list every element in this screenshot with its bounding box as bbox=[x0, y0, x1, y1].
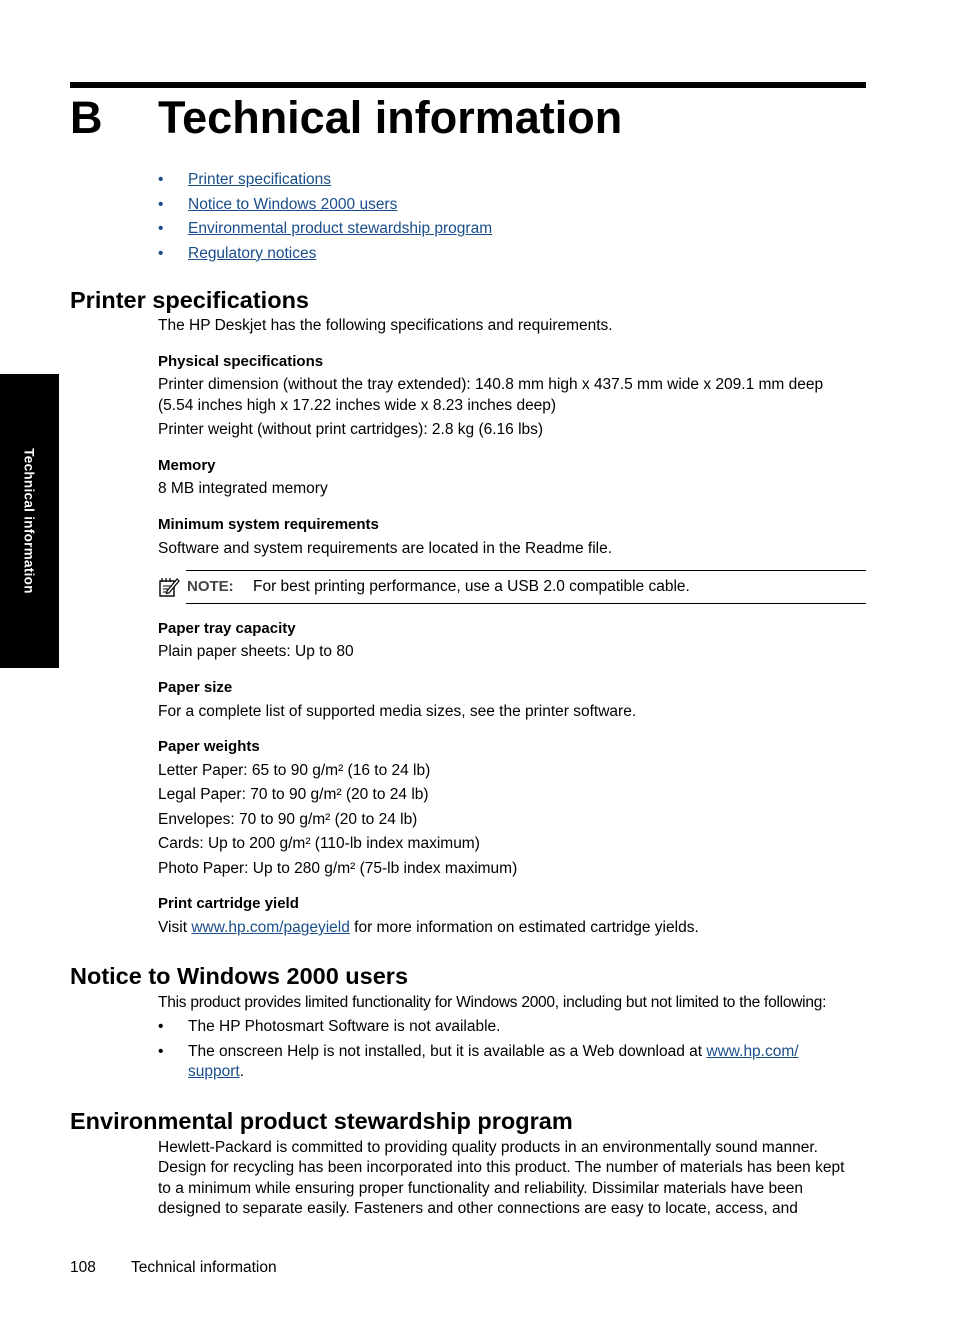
support-link[interactable]: support bbox=[188, 1063, 240, 1080]
yield-text-pre: Visit bbox=[158, 919, 192, 936]
environmental-line: Design for recycling has been incorporated into this product. The number of materials has been kept bbox=[158, 1159, 845, 1176]
pageyield-link[interactable]: www.hp.com/pageyield bbox=[191, 919, 350, 936]
memory-heading: Memory bbox=[158, 457, 216, 474]
toc-item bbox=[158, 193, 492, 218]
windows-list bbox=[158, 1017, 870, 1087]
side-tab-label: Technical information bbox=[21, 448, 37, 594]
windows-item-end: . bbox=[239, 1063, 245, 1080]
environmental-line: to a minimum while ensuring proper functionality and reliability. Dissimilar materials have been bbox=[158, 1180, 803, 1197]
toc-link-environmental[interactable]: Environmental product stewardship program bbox=[188, 220, 493, 237]
windows-item-text: The HP Photosmart Software is not available. bbox=[188, 1018, 501, 1035]
note-rule-bottom bbox=[186, 603, 866, 604]
chapter-toc bbox=[158, 168, 492, 266]
paper-weight-line: Photo Paper: Up to 280 g/m² (75-lb index maximum) bbox=[158, 860, 518, 877]
paper-weight-line: Legal Paper: 70 to 90 g/m² (20 to 24 lb) bbox=[158, 786, 429, 803]
windows-heading: Notice to Windows 2000 users bbox=[70, 963, 409, 989]
bullet: • bbox=[158, 244, 164, 262]
physical-specs-weight: Printer weight (without print cartridges): 2.8 kg (6.16 lbs) bbox=[158, 421, 544, 438]
bullet: • bbox=[158, 195, 164, 213]
list-item bbox=[158, 1017, 870, 1038]
physical-specs-line: (5.54 inches high x 17.22 inches wide x 8.23 inches deep) bbox=[158, 397, 557, 414]
toc-link-windows-2000[interactable]: Notice to Windows 2000 users bbox=[188, 195, 398, 213]
note-label: NOTE: bbox=[187, 578, 234, 595]
list-item bbox=[158, 1042, 870, 1083]
yield-heading: Print cartridge yield bbox=[158, 895, 299, 912]
min-sys-text: Software and system requirements are located in the Readme file. bbox=[158, 540, 613, 557]
paper-weight-line: Cards: Up to 200 g/m² (110-lb index maximum) bbox=[158, 835, 480, 852]
footer-title: Technical information bbox=[131, 1259, 277, 1276]
note-text: For best printing performance, use a USB 2.0 compatible cable. bbox=[253, 578, 690, 595]
toc-link-regulatory[interactable]: Regulatory notices bbox=[188, 244, 317, 262]
toc-item bbox=[158, 168, 492, 193]
environmental-line: designed to separate easily. Fasteners and other connections are easy to locate, access, and bbox=[158, 1200, 798, 1217]
printer-specs-intro: The HP Deskjet has the following specifications and requirements. bbox=[158, 317, 613, 334]
chapter-rule bbox=[70, 82, 866, 88]
paper-weight-line: Letter Paper: 65 to 90 g/m² (16 to 24 lb) bbox=[158, 762, 431, 779]
note-icon bbox=[158, 576, 180, 598]
physical-specs-heading: Physical specifications bbox=[158, 353, 324, 370]
yield-text-post: for more information on estimated cartridge yields. bbox=[349, 919, 699, 936]
chapter-letter: B bbox=[70, 92, 103, 143]
min-sys-heading: Minimum system requirements bbox=[158, 516, 379, 533]
toc-item bbox=[158, 242, 492, 267]
tray-heading: Paper tray capacity bbox=[158, 620, 296, 637]
windows-intro: This product provides limited functionality for Windows 2000, including but not limited to the following: bbox=[158, 994, 827, 1011]
bullet: • bbox=[158, 1018, 164, 1035]
paper-size-heading: Paper size bbox=[158, 679, 233, 696]
environmental-heading: Environmental product stewardship program bbox=[70, 1108, 573, 1134]
toc-item bbox=[158, 217, 492, 242]
physical-specs-line: Printer dimension (without the tray extended): 140.8 mm high x 437.5 mm wide x 209.1 mm deep bbox=[158, 376, 824, 393]
memory-text: 8 MB integrated memory bbox=[158, 480, 328, 497]
bullet: • bbox=[158, 1042, 164, 1060]
yield-text bbox=[158, 918, 870, 939]
paper-weights-heading: Paper weights bbox=[158, 738, 260, 755]
windows-item-text: The onscreen Help is not installed, but it is available as a Web download at bbox=[188, 1042, 707, 1060]
bullet: • bbox=[158, 220, 164, 237]
bullet: • bbox=[158, 171, 164, 188]
note-rule-top bbox=[186, 570, 866, 571]
paper-size-text: For a complete list of supported media sizes, see the printer software. bbox=[158, 703, 637, 720]
printer-specs-heading: Printer specifications bbox=[70, 287, 309, 313]
tray-text: Plain paper sheets: Up to 80 bbox=[158, 643, 354, 660]
support-link[interactable]: www.hp.com/ bbox=[706, 1042, 799, 1060]
environmental-line: Hewlett-Packard is committed to providing quality products in an environmentally sound manner. bbox=[158, 1139, 818, 1156]
chapter-title: Technical information bbox=[158, 92, 623, 143]
page-number: 108 bbox=[70, 1259, 96, 1276]
paper-weight-line: Envelopes: 70 to 90 g/m² (20 to 24 lb) bbox=[158, 811, 418, 828]
toc-link-printer-specifications[interactable]: Printer specifications bbox=[188, 171, 332, 188]
